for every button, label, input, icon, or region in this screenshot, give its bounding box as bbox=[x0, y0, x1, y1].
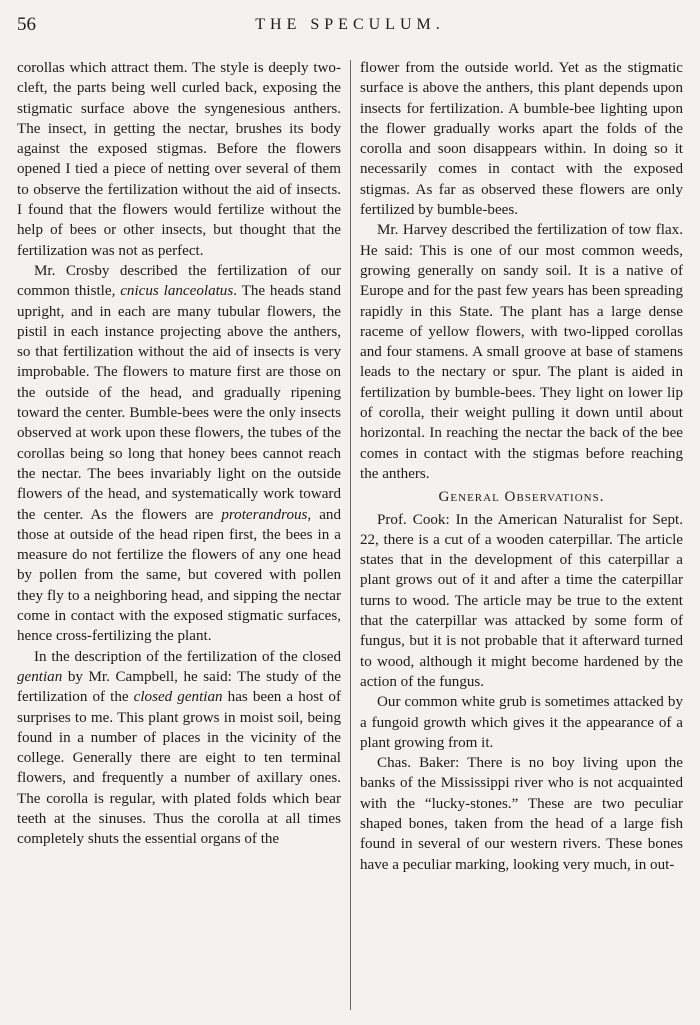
column-divider bbox=[350, 60, 351, 1010]
text-run: by Mr. Campbell, he said: The study of the fertilization of the bbox=[17, 668, 341, 706]
italic-term: closed gentian bbox=[133, 689, 223, 706]
italic-term: proterandrous bbox=[221, 506, 308, 523]
page-number: 56 bbox=[17, 14, 36, 35]
section-heading: General Observations. bbox=[438, 489, 605, 506]
running-title: THE SPECULUM. bbox=[255, 16, 445, 33]
italic-term: gentian bbox=[17, 668, 63, 685]
text-run: . The heads stand upright, and in each are many tubular flowers, the pistil in each instance projecting above the anthers, so that fertilization without the aid of insects is very improbable. The flowers to mature first are those on the outside of the head, and gradually ripening toward the center. Bumble-bees were the only insects observed at work upon these flowers, the tubes of the corollas being so long that honey bees cannot reach the nectar. The bees invariably light on the outside flowers of the head, and systematically work toward the center. As the flowers are bbox=[17, 283, 342, 523]
text-run: , and those at outside of the head ripen first, the bees in a measure do not fertilize the flowers of any one head by pollen from the same, but covered with pollen they fly to a neighboring head, and sipping the nectar come in contact with the exposed stigmatic surfaces, hence cross-fertilizing the plant. bbox=[17, 506, 341, 645]
paragraph: Mr. Harvey described the fertilization of tow flax. He said: This is one of our most common weeds, growing generally on sandy soil. It is a native of Europe and for the past few years has been spreading rapidly in this State. The plant has a large dense raceme of yellow flowers, with two-lipped corollas and four stamens. A small groove at base of stamens leads to the nectary or spur. The plant is aided in fertilization by bumble-bees. They light on lower lip of corolla, their weight pulling it down until about horizontal. In reaching the nectar the back of the bee comes in contact with the stigmas before reaching the anthers. bbox=[360, 222, 683, 482]
paragraph: flower from the outside world. Yet as the stigmatic surface is above the anthers, this plant depends upon insects for fertilization. A bumble-bee lighting upon the flower gradually works apart the folds of the corolla and soon disappears within. In doing so it necessarily comes in contact with the exposed stigmas. As far as observed these flowers are only fertilized by bumble-bees. bbox=[360, 60, 683, 219]
paragraph: Chas. Baker: There is no boy living upon the banks of the Mississippi river who is not acquainted with the “lucky-stones.” These are two peculiar shaped bones, taken from the head of a large fish found in several of our western rivers. These bones have a peculiar marking, looking very much, in out- bbox=[360, 755, 683, 873]
paragraph: Prof. Cook: In the American Naturalist for Sept. 22, there is a cut of a wooden caterpillar. The article states that in the development of this caterpillar a plant grows out of it and after a time the caterpillar turns to wood. The article may be true to the extent that the caterpillar was attacked by some form of fungus, but it is not probable that it afterward turned to wood, although it might become hardened by the action of the fungus. bbox=[360, 511, 683, 690]
text-run: In the description of the fertilization of the closed bbox=[34, 648, 341, 665]
paragraph bbox=[17, 647, 341, 850]
species-name: cnicus lanceolatus bbox=[120, 283, 234, 300]
right-column bbox=[360, 58, 683, 875]
text-run: Mr. Crosby described the fertilization of our common thistle, bbox=[17, 262, 341, 300]
paragraph: corollas which attract them. The style is deeply two-cleft, the parts being well curled back, exposing the stigmatic surface above the syngenesious anthers. The insect, in getting the nectar, brushes its body against the exposed stigmas. Before the flowers opened I tied a piece of netting over several of them to observe the fertilization without the aid of insects. I found that the flowers would fertilize without the help of bees or other insects, but thought that the fertilization was not as perfect. bbox=[17, 60, 341, 259]
page-header bbox=[0, 0, 700, 50]
text-run: has been a host of surprises to me. This plant grows in moist soil, being found in a number of places in the vicinity of the college. Generally there are eight to ten terminal flowers, and frequently a number of axillary ones. The corolla is regular, with plated folds which bear teeth at the sinuses. Thus the corolla at all times completely shuts the essential organs of the bbox=[17, 689, 342, 848]
left-column bbox=[17, 58, 341, 850]
paragraph: Our common white grub is sometimes attacked by a fungoid growth which gives it the appearance of a plant growing from it. bbox=[360, 694, 683, 751]
paragraph bbox=[17, 261, 341, 647]
